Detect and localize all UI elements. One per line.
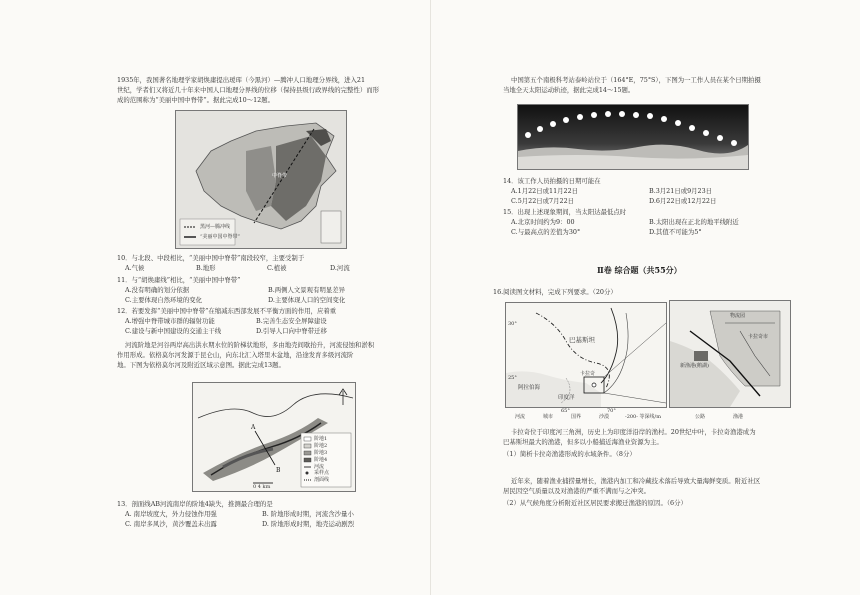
pakistan-map [505,302,667,408]
q15-option-a: A.北京时间约为9：00 [511,218,575,226]
q10-stem: 10．与北段、中段相比，“美丽中国中脊带”南段较窄，主要受制于 [117,254,305,262]
terrace-legend-4: 阶地4 [314,457,328,463]
section-ii-title: Ⅱ卷 综合题（共55分） [597,265,682,275]
q11-option-d: D.主要体现人口的空间变化 [268,296,346,304]
intro-13-line1: 河流阶地是河谷两岸高出洪水期水位的阶梯状地形，多由地壳间歇抬升，河流侵蚀和淤积 [125,341,375,349]
q13-stem: 13．剖面线AB河流南岸的阶地4缺失，推测最合理的是 [117,500,273,508]
intro-1012-line3: 成的范围称为“美丽中国中脊带”。据此完成10～12题。 [117,96,275,104]
q10-option-b: B.地形 [196,264,216,272]
material1-line1: 卡拉奇位于印度河三角洲，历史上为印度洋沿岸的渔村。20世纪中叶，卡拉奇渔港成为 [511,428,756,436]
q15-stem: 15．出现上述现象期间，当太阳达最低点时 [503,208,627,216]
q12-option-c: C.建设与新中国建设的交通主干线 [125,327,222,335]
map3-lon65: 65° [561,408,570,414]
map3-city-label: 卡拉奇 [580,371,596,377]
q15-option-d: D.其值不可能为5° [649,228,702,236]
intro-1415-line2: 当地全天太阳运动轨迹，据此完成14～15题。 [503,86,635,94]
q15-option-c: C.与最高点的差值为30° [511,228,581,236]
map3-country-label: 巴基斯坦 [569,336,595,344]
material1-line2: 巴基斯坦最大的渔港，但多以小船捕近海渔业资源为主。 [503,438,663,446]
q13-option-a: A. 南岸坡度大，外力侵蚀作用强 [125,510,217,518]
q13-option-b: B. 阶地形成时期，河流含沙量小 [262,510,354,518]
material2-line2: 居民因空气质量以及对渔港的严重不满而与之冲突。 [503,487,650,495]
q14-stem: 14．该工作人员拍摄的日期可能在 [503,177,601,185]
intro-13-line3: 地。下图为依格莫尔河及附近区域示意图。据此完成13题。 [117,361,285,369]
ask1: （1）简析卡拉奇渔港形成的水域条件。（8分） [503,450,636,458]
q13-option-d: D. 阶地形成时期，地壳运动剧烈 [262,520,355,528]
map4-area-label: 物流园 [730,313,746,319]
legend-border: 国界 [571,414,582,420]
pakistan-map-graphic [506,303,666,407]
map4-port-label: 新渔港(鹅湖) [680,363,709,369]
q14-option-b: B.3月21日或9月23日 [649,187,713,195]
terrace-legend-sample: 采样点 [314,470,330,476]
china-population-map [175,110,347,249]
q12-option-b: B.完善生态安全屏障建设 [256,317,327,325]
map4-town-label: 卡拉奇市 [748,334,769,340]
intro-13-line2: 作用形成。依格莫尔河发源于昆仑山，向东北汇入塔里木盆地，沿途发育多级河流阶 [117,351,354,359]
map3-sea-label: 阿拉伯海 [518,385,541,391]
legend-city: 城市 [543,414,554,420]
q11-stem: 11．与“胡焕庸线”相比，“美丽中国中脊带” [117,276,241,284]
terrace-legend-3: 阶地3 [314,450,328,456]
map3-lat30: 30° [508,321,517,327]
map1-belt-label: 中脊带 [272,173,288,179]
river-terrace-map [192,382,356,492]
q14-option-c: C.5月22日或7月22日 [511,197,575,205]
q11-option-b: B.两侧人文景观有明显差异 [268,286,346,294]
sun-path-graphic [518,105,748,169]
karachi-detail-map [669,300,791,408]
map3-lon70: 70° [607,408,616,414]
legend-river: 河流 [515,414,526,420]
q12-option-a: A.增强中脊带城市群的辐射功能 [125,317,215,325]
intro-1415-line1: 中国第五个南极科考站泰岭站位于（164°E，75°S），下图为一工作人员在某个日期拍摄 [511,76,761,84]
legend-road: 公路 [695,414,706,420]
map1-legend-hh-line: 黑河—腾冲线 [200,224,231,230]
q10-option-d: D.河流 [330,264,350,272]
terrace-scale: 0 4 km [253,484,271,490]
q15-option-b: B.太阳出现在正北的地平线附近 [649,218,739,226]
map3-lat25: 25° [508,375,517,381]
q11-option-a: A.没有明确的划分依据 [125,286,190,294]
legend-fishing-port: 渔港 [733,414,744,420]
map1-legend-belt: “美丽中国中脊带” [200,234,241,240]
terrace-map-graphic [193,383,355,491]
terrace-legend-1: 阶地1 [314,436,328,442]
material2-line1: 近年来，随着渔业捕捞量增长，渔港内加工和冷藏技术落后导致大量海鲜变质。附近社区 [511,477,761,485]
q12-stem: 12．若要发挥“美丽中国中脊带”在缩减东西部发展不平衡方面的作用，应着重 [117,307,337,315]
map3-ocean-label: 印度洋 [558,395,575,401]
q14-option-a: A.1月22日或11月22日 [511,187,579,195]
ask2: （2）从气候角度分析附近社区居民要求搬迁渔港的原因。（6分） [503,499,687,507]
svg-text:B: B [276,467,281,474]
intro-1012-line1: 1935年，我国著名地理学家胡焕庸提出瑷珲（今黑河）—腾冲人口地理分界线，进入21 [117,76,366,84]
q14-option-d: D.6月22日或12月22日 [649,197,717,205]
terrace-legend-2: 阶地2 [314,443,328,449]
svg-text:A: A [251,424,256,431]
q10-option-a: A.气候 [125,264,145,272]
legend-isobath: -200- 等深线/m [625,414,661,420]
right-page [430,0,860,595]
maps-legend [515,412,795,422]
legend-desert: 沙漠 [599,414,610,420]
terrace-legend-profile: 剖面线 [314,477,330,483]
intro-1012-line2: 世纪，学者们又将近几十年来中国人口地理分界线的位移（保持县级行政界线的完整性）而形 [117,86,380,94]
q12-option-d: D.引导人口向中脊带迁移 [256,327,327,335]
terrace-legend-river: 河流 [314,464,325,470]
q16-header: 16.阅读图文材料，完成下列要求。（20分） [493,288,617,296]
sun-path-photo [517,104,749,170]
q13-option-c: C. 南岸多风沙，黄沙覆盖未出露 [125,520,217,528]
q10-option-c: C.植被 [267,264,287,272]
q11-option-c: C.主要体现自然环境的变化 [125,296,202,304]
